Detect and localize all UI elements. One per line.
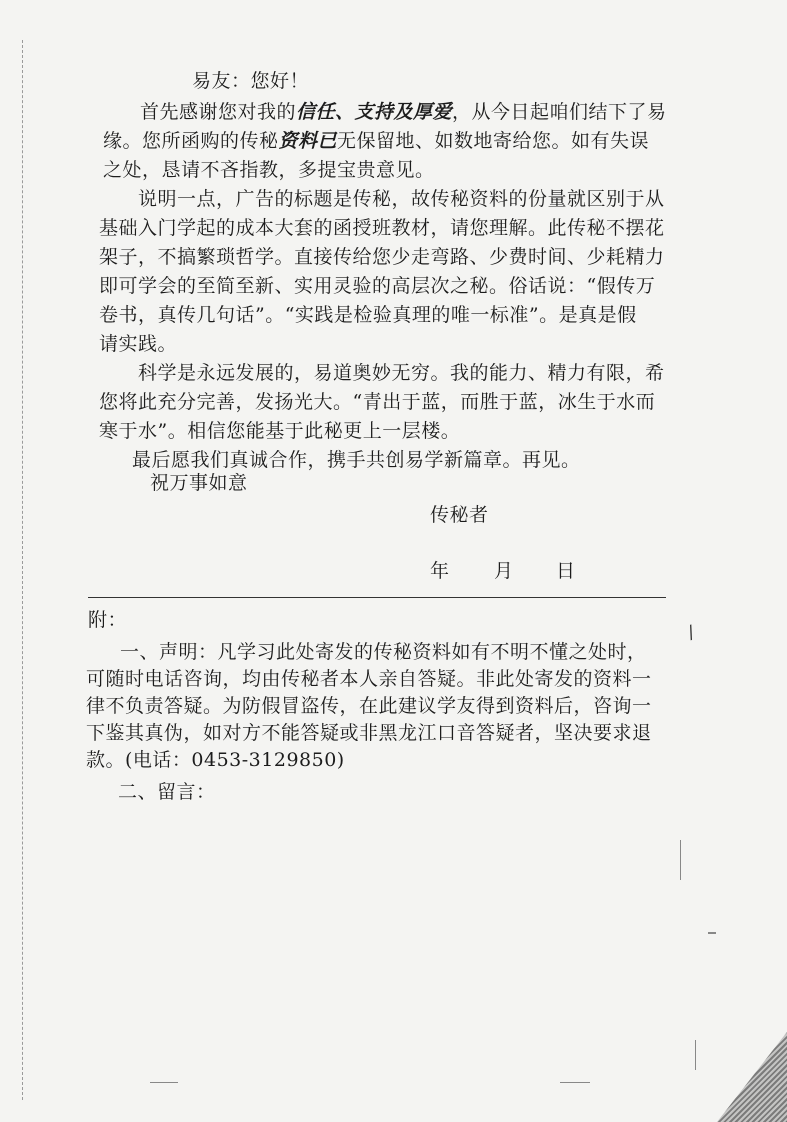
paragraph-2-line-1: 说明一点，广告的标题是传秘，故传秘资料的份量就区别于从 bbox=[138, 188, 665, 210]
greeting: 易友：您好！ bbox=[192, 70, 310, 92]
appendix-s1-line-2: 可随时电话咨询，均由传秘者本人亲自答疑。非此处寄发的资料一 bbox=[86, 668, 652, 690]
appendix-s1-line-5: 款。(电话：0453-3129850) bbox=[86, 749, 345, 771]
appendix-s1-line-3: 律不负责答疑。为防假冒盗传，在此建议学友得到资料后，咨询一 bbox=[86, 695, 652, 717]
paragraph-2-line-3: 架子，不搞繁琐哲学。直接传给您少走弯路、少费时间、少耗精力 bbox=[99, 246, 665, 268]
paragraph-4-line-1: 最后愿我们真诚合作，携手共创易学新篇章。再见。 bbox=[132, 449, 581, 471]
appendix-s1-line-4: 下鉴其真伪，如对方不能答疑或非黑龙江口音答疑者，坚决要求退 bbox=[86, 722, 652, 744]
paragraph-1-line-1: 首先感谢您对我的信任、支持及厚爱，从今日起咱们结下了易 bbox=[140, 101, 667, 123]
paragraph-2-line-5: 卷书，真传几句话”。“实践是检验真理的唯一标准”。是真是假 bbox=[99, 304, 637, 326]
paragraph-2-line-2: 基础入门学起的成本大套的函授班教材，请您理解。此传秘不摆花 bbox=[99, 217, 665, 239]
handwritten-insert: 信任、支持及厚爱 bbox=[296, 101, 453, 123]
pen-stroke-mark: / bbox=[684, 621, 698, 644]
appendix-s1-line-1: 一、声明：凡学习此处寄发的传秘资料如有不明不懂之处时， bbox=[120, 641, 647, 663]
separator-line bbox=[88, 597, 666, 598]
date-year: 年 bbox=[430, 560, 450, 582]
appendix-s2-title: 二、留言： bbox=[118, 781, 216, 803]
scan-speck bbox=[695, 1040, 696, 1070]
paragraph-2-line-4: 即可学会的至简至新、实用灵验的高层次之秘。俗话说：“假传万 bbox=[99, 275, 656, 297]
scan-corner-shadow bbox=[717, 1032, 787, 1122]
appendix-title: 附： bbox=[88, 609, 128, 631]
paragraph-1-line-2: 缘。您所函购的传秘资料已无保留地、如数地寄给您。如有失误 bbox=[103, 130, 650, 152]
paragraph-1-line-3: 之处，恳请不吝指教，多提宝贵意见。 bbox=[103, 159, 435, 181]
paragraph-3-line-3: 寒于水”。相信您能基于此秘更上一层楼。 bbox=[99, 420, 461, 442]
signature: 传秘者 bbox=[430, 504, 489, 526]
scan-edge bbox=[22, 40, 23, 1100]
paragraph-3-line-2: 您将此充分完善，发扬光大。“青出于蓝，而胜于蓝，冰生于水而 bbox=[99, 391, 656, 413]
scan-speck bbox=[708, 932, 716, 934]
scan-speck bbox=[680, 840, 681, 880]
date-month: 月 bbox=[494, 560, 514, 582]
date-day: 日 bbox=[556, 560, 576, 582]
scan-speck bbox=[150, 1082, 178, 1083]
paragraph-2-line-6: 请实践。 bbox=[99, 333, 178, 355]
closing: 祝万事如意 bbox=[150, 472, 248, 494]
handwritten-insert-2: 资料已 bbox=[278, 130, 338, 152]
paragraph-3-line-1: 科学是永远发展的，易道奥妙无穷。我的能力、精力有限，希 bbox=[138, 362, 665, 384]
scan-speck bbox=[560, 1082, 590, 1083]
